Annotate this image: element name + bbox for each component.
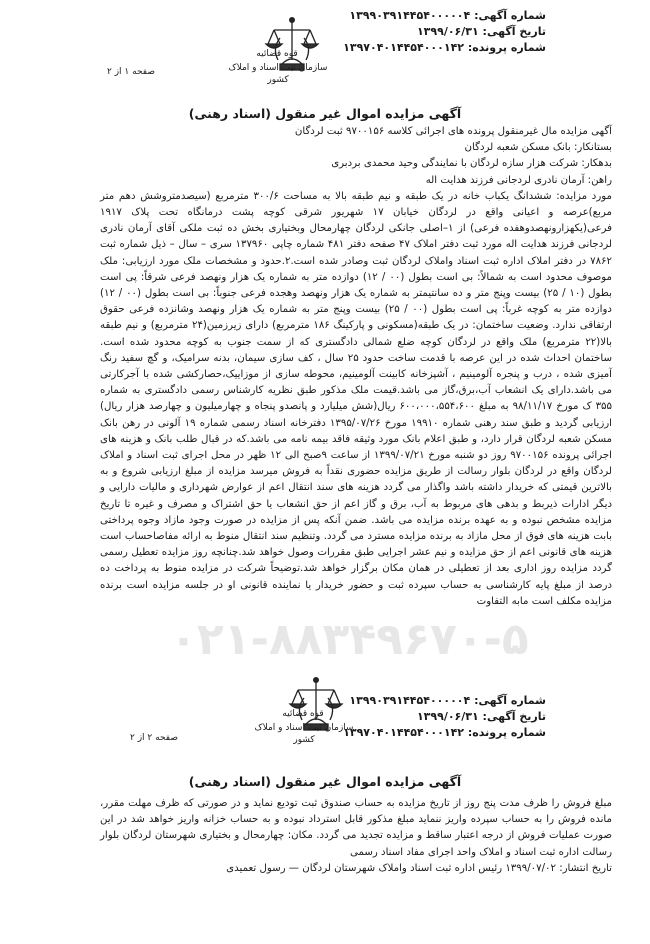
notice2-meta — [343, 693, 546, 741]
org-name: قوه قضائیه — [282, 709, 324, 719]
org-subtitle: سازمان ثبت اسناد و املاک کشور — [228, 63, 328, 85]
ad-number: شماره آگهی: ۱۳۹۹۰۳۹۱۴۴۵۴۰۰۰۰۰۴ — [349, 694, 546, 707]
publication-line: تاریخ انتشار: ۱۳۹۹/۰۷/۰۲ رئیس اداره ثبت اسناد واملاک شهرستان لردگان — رسول تعمیدی — [226, 862, 612, 874]
ad-number: شماره آگهی: ۱۳۹۹۰۳۹۱۴۴۵۴۰۰۰۰۰۴ — [349, 9, 546, 22]
payment-terms-paragraph: مبلغ فروش را ظرف مدت پنج روز از تاریخ مزایده به حساب صندوق ثبت تودیع نماید و در صورتی که ظرف مهلت مقرر، مانده فروش را به حساب سپرده واریز ننماید مبلغ مذکور قابل استرداد نبوده و به حساب خزانه واریز خواهد شد در این صورت عملیات فروش از درجه اعتبار ساقط و مزایده تجدید می گردد. مکان: چهارمحال و بختیاری شهرستان لردگان بلوار رسالت اداره ثبت اسناد و املاک واحد اجرای مفاد اسناد رسمی — [100, 798, 612, 858]
ad-date: تاریخ آگهی: ۱۳۹۹/۰۶/۳۱ — [416, 710, 546, 723]
debtor-line: بدهکار: شرکت هزار سازه لردگان با نمایندگی وحید محمدی بردبری — [331, 158, 612, 170]
auction-subject-paragraph: مورد مزایده: ششدانگ یکباب خانه در یک طبقه و نیم طبقه بالا به مساحت ۳۰۰/۶ مترمربع (سیصدمترو‌شش دهم متر مربع)عرصه و اعیانی واقع در لردگان خیابان ۱۷ شهریور شرقی کوچه پشت درمانگاه تحت پلاک ۱۹۱۷ فرعی(یکهزارونهصدوهفده فرعی) از ۱–اصلی جانکی لردگان چهارمحال وبختیاری بخش ده ثبت ملکی آقای آرمان نادری لردجانی فرزند هدایت اله مورد ثبت دفتر املاک ۴۷ صفحه دفتر ۴۸۱ شماره چاپی ۱۳۷۹۶۰ سری – سال – ذیل شماره ثبت ۷۸۶۲ در دفتر املاک اداره ثبت اسناد واملاک لردگان ثبت وصادر شده است.۲.حدود و مشخصات ملک مورد ارزیابی: ملک موصوف محدود است به شمالاً: بی است بطول (۰۰ / ۱۲) دوازده متر به شماره یک هزار ونهصد فرعی شرقاً: پی است بطول (۱۰ / ۲۵) بیست وپنج متر و ده سانتیمتر به شماره یک هزار ونهصد وهجده فرعی جنوباً: بی است بطول (۰۰ / ۱۲) دوازده متر به کوچه غرباً: پی است بطول (۰۰ / ۲۵) بیست وپنج متر به شماره یک هزار ونهصد وشانزده فرعی حقوق ارتفاقی ندارد. وضعیت ساختمان: در یک طبقه(مسکونی و پارکینگ ۱۸۶ مترمربع) دارای زیرزمین(۲۴ مترمربع) و نیم طبقه بالا(۲۲ مترمربع) ملک واقع در لردگان کوچه ضلع شمالی دادگستری که از سمت جنوب به کوچه محدود شده است. ساختمان احداث شده در این عرصه با قدمت ساخت حدود ۲۵ سال ، کف سازی سیمان، بدنه سرامیک، و گچ سفید رنگ آمیزی شده ، درب و پنجره آلومینیم ، آشپزخانه کابینت آلومینیم، محوطه سازی از موزاییک،حصارکشی شده با آجرکارتی می باشد.دارای یک انشعاب آب،برق،گاز می باشد.قیمت ملک مذکور طبق نظریه کارشناس رسمی دادگستری به شماره ۳۵۵ ک مورخ ۹۸/۱۱/۱۷ به مبلغ ۶۰۰،۰۰۰،۵۵۴،۶۰۰ ریال(شش میلیارد و پانصدو پنجاه و چهارمیلیون و چهارصد هزار ریال) ارزیابی گردید و طبق سند رهنی شماره ۱۹۹۱۰ مورخ ۱۳۹۵/۰۷/۲۶ دفترخانه اسناد رسمی شماره ۱۹ آلونی در رهن بانک مسکن شعبه لردگان قرار دارد، و طبق اعلام بانک مورد وثیقه فاقد بیمه نامه می باشد.که در قبال طلب بانک و هزینه های اجرائی پرونده ۹۷۰۰۱۵۶ روز دو شنبه مورخ ۱۳۹۹/۰۷/۲۱ از ساعت ۹صبح الی ۱۲ ظهر در محل اجرای ثبت اسناد و املاک لردگان واقع در لردگان بلوار رسالت از طریق مزایده حضوری نقداً به فروش میرسد مزایده از مبلغ ارزیابی شروع و به بالاترین قیمتی که خریدار داشته باشد واگذار می گردد هزینه های سند انتقال اعم از عوارض شهرداری و مالیات دارایی و دیگر ادارات ذیربط و بدهی های مربوط به آب، برق و گاز اعم از حق انشعاب یا حق اشتراک و مصرف و غیره تا تاریخ مزایده مشخص نبوده و به عهده برنده مزایده می باشد. ضمن آنکه پس از مزایده در صورت وجود مازاد وجوه پرداختی بابت هزینه های فوق از محل مازاد به برنده مزایده مسترد می گردد. وتنظیم سند انتقال منوط به ارائه مفاصاحساب است هزینه های قانونی اعم از حق مزایده و نیم عشر اجرایی طبق مقررات وصول خواهد شد.چنانچه روز مزایده تعطیل رسمی گردد مزایده روز اداری بعد از تعطیلی در همان مکان برگزار خواهد شد.توضیحاً شرکت در مزایده منوط به پرداخت ده درصد از مبلغ پایه کارشناسی به حساب سپرده ثبت و حضور خریدار یا نماینده قانونی او در جلسه مزایده است برنده مزایده مکلف است مابه التفاوت — [100, 190, 613, 607]
notice1-meta — [343, 8, 546, 56]
page-number: صفحه ۲ از ۲ — [130, 733, 178, 743]
notice1-title: آگهی مزایده اموال غیر منقول (اسناد رهنی) — [188, 106, 462, 121]
org-subtitle: سازمان ثبت اسناد و املاک کشور — [254, 723, 354, 745]
file-number: شماره پرونده: ۱۳۹۷۰۴۰۱۴۴۵۴۰۰۰۱۴۲ — [343, 41, 546, 54]
file-number: شماره پرونده: ۱۳۹۷۰۴۰۱۴۴۵۴۰۰۰۱۴۲ — [343, 726, 546, 739]
notice1-heading-line: آگهی مزایده مال غیرمنقول پرونده های اجرائی کلاسه ۹۷۰۰۱۵۶ ثبت لردگان — [294, 126, 612, 137]
notice2-title: آگهی مزایده اموال غیر منقول (اسناد رهنی) — [188, 774, 462, 789]
notice1-body — [100, 124, 612, 610]
notice2-body — [100, 796, 612, 877]
page-number: صفحه ۱ از ۲ — [107, 67, 155, 77]
mortgagor-line: راهن: آرمان نادری لردجانی فرزند هدایت اله — [425, 174, 612, 186]
creditor-line: بستانکار: بانک مسکن شعبه لردگان — [464, 142, 612, 154]
watermark-phone: ۰۲۱-۸۸۳۴۹۶۷۰-۵ — [170, 614, 529, 665]
org-name: قوه قضائیه — [256, 49, 298, 59]
ad-date: تاریخ آگهی: ۱۳۹۹/۰۶/۳۱ — [416, 25, 546, 38]
